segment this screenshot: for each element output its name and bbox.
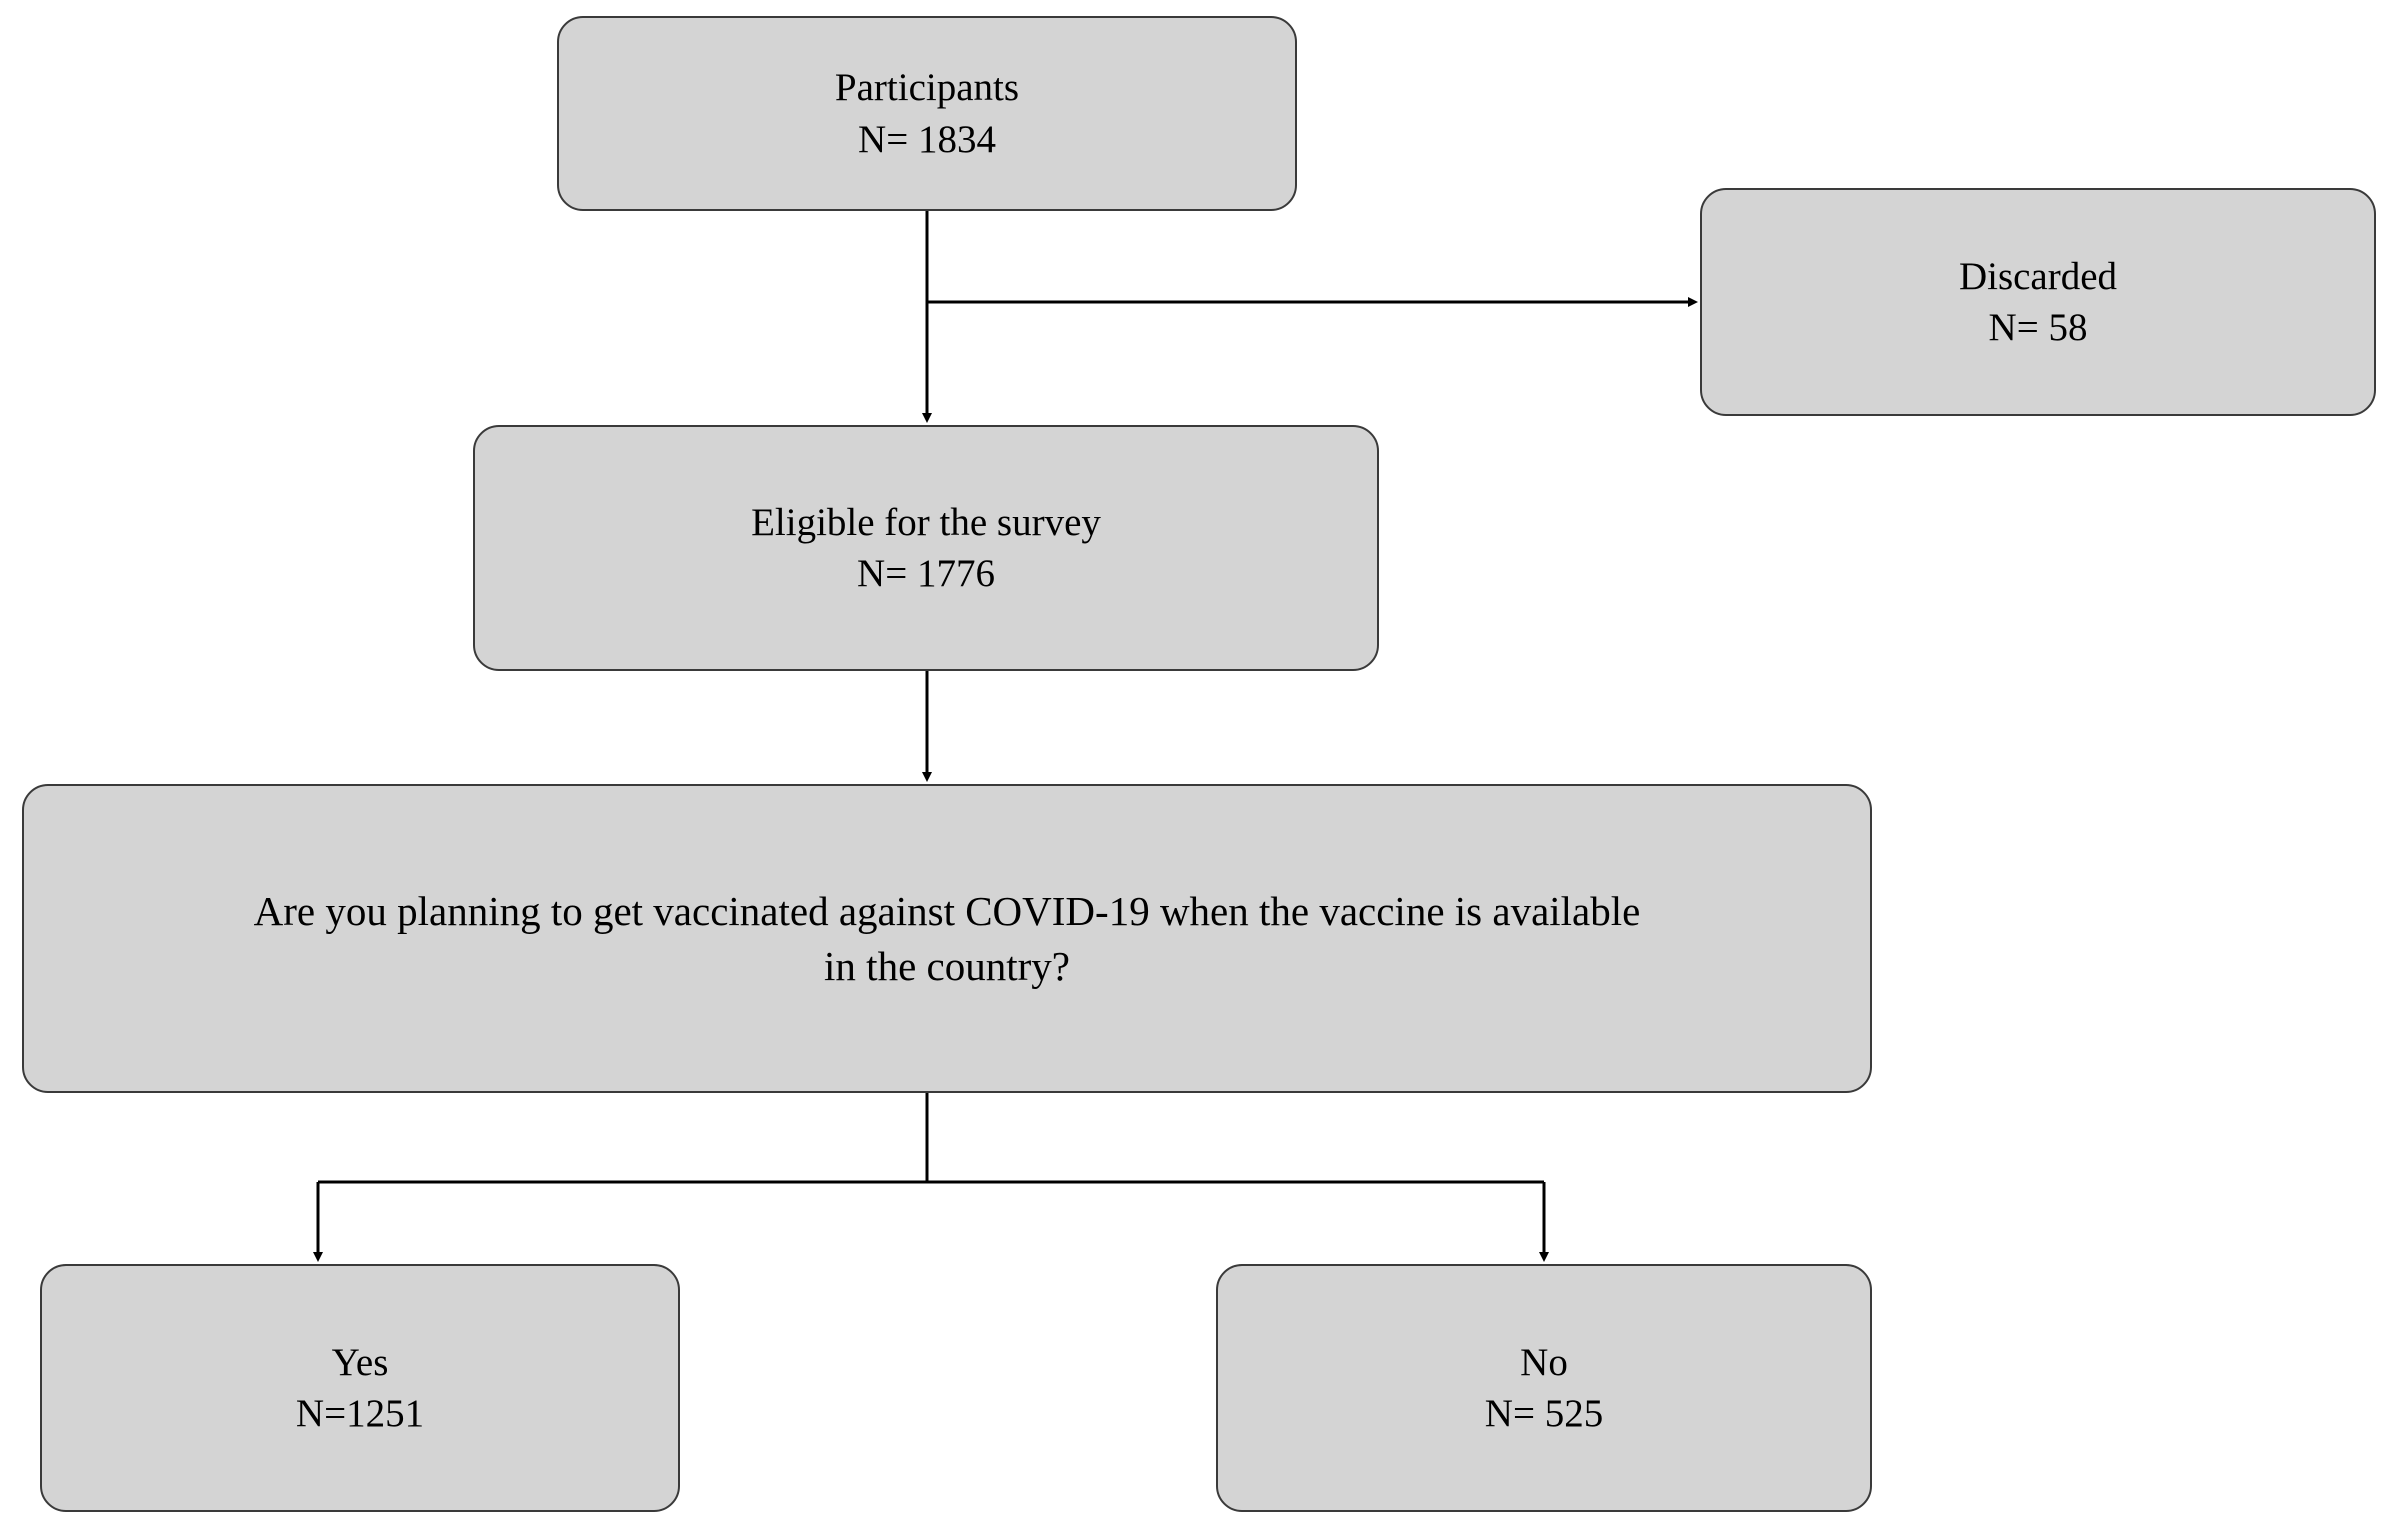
node-question-line-2: in the country?	[824, 942, 1070, 989]
node-eligible	[473, 425, 1379, 671]
node-eligible-title: Eligible for the survey	[751, 500, 1101, 544]
node-no	[1216, 1264, 1872, 1512]
node-no-title: No	[1520, 1340, 1568, 1384]
node-discarded	[1700, 188, 2376, 416]
node-question-line-1: Are you planning to get vaccinated against COVID-19 when the vaccine is available	[253, 888, 1641, 935]
node-participants-count: N= 1834	[858, 117, 996, 161]
node-eligible-count: N= 1776	[857, 552, 995, 595]
node-yes-count: N=1251	[295, 1392, 425, 1435]
node-discarded-count: N= 58	[1988, 306, 2088, 349]
node-no-count: N= 525	[1484, 1392, 1604, 1435]
node-yes-title: Yes	[331, 1340, 389, 1384]
node-discarded-title: Discarded	[1958, 254, 2118, 298]
node-yes	[40, 1264, 680, 1512]
node-participants	[557, 16, 1297, 211]
node-participants-title: Participants	[834, 66, 1020, 110]
node-question	[22, 784, 1872, 1093]
